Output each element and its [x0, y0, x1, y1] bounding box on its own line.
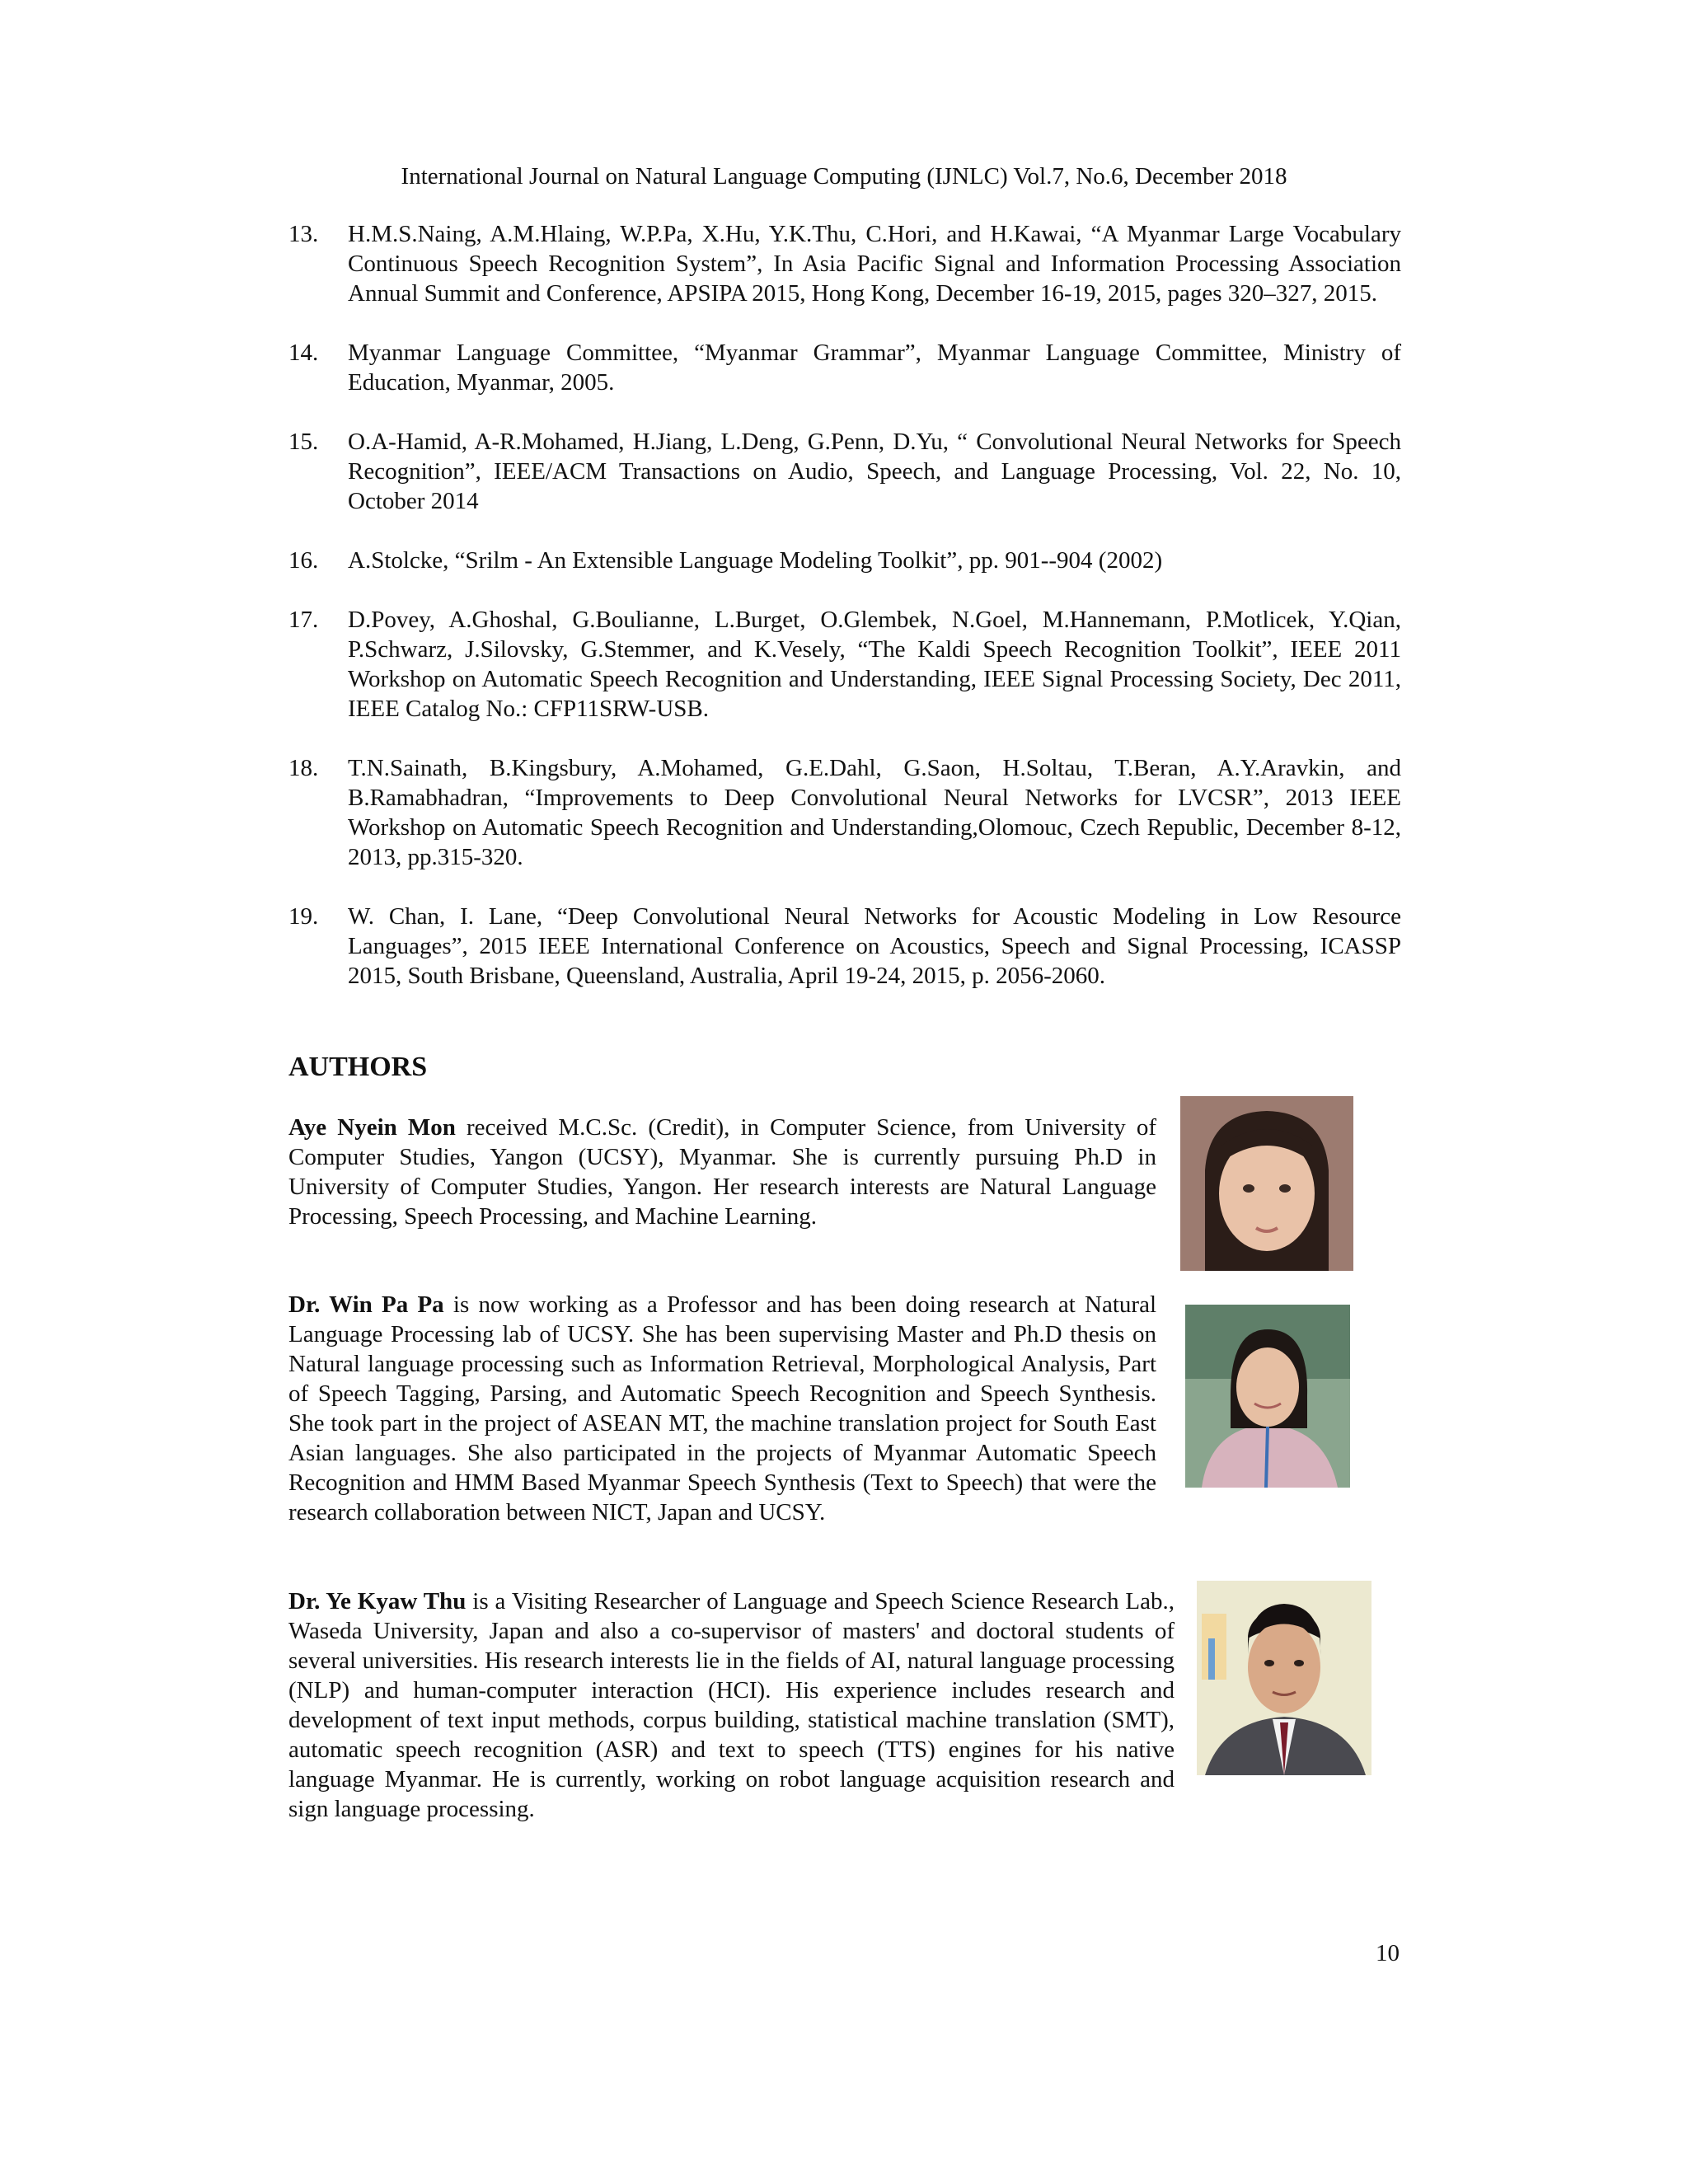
author-name: Aye Nyein Mon	[288, 1114, 456, 1141]
page-number: 10	[1376, 1940, 1400, 1966]
author-photo	[1180, 1096, 1353, 1271]
portrait-icon	[1185, 1305, 1350, 1488]
reference-number: 18.	[288, 755, 319, 781]
author-name: Dr. Ye Kyaw Thu	[288, 1588, 467, 1615]
author-bio	[288, 1586, 1175, 1824]
reference-text: A.Stolcke, “Srilm - An Extensible Language Modeling Toolkit”, pp. 901--904 (2002)	[348, 547, 1163, 574]
reference-item	[288, 219, 1401, 308]
reference-number: 14.	[288, 340, 319, 366]
running-header: International Journal on Natural Language Computing (IJNLC) Vol.7, No.6, December 2018	[401, 163, 1287, 190]
reference-text: H.M.S.Naing, A.M.Hlaing, W.P.Pa, X.Hu, Y.K.Thu, C.Hori, and H.Kawai, “A Myanmar Large Vocabulary Continuous Speech Recognition System”, In Asia Pacific Signal and Information Processing Association Annual Summit and Conference, APSIPA 2015, Hong Kong, December 16-19, 2015, pages 320–327, 2015.	[348, 221, 1401, 307]
reference-text: O.A-Hamid, A-R.Mohamed, H.Jiang, L.Deng, G.Penn, D.Yu, “ Convolutional Neural Networks for Speech Recognition”, IEEE/ACM Transactions on Audio, Speech, and Language Processing, Vol. 22, No. 10, October 2014	[348, 429, 1401, 514]
reference-number: 15.	[288, 429, 319, 455]
portrait-icon	[1197, 1581, 1372, 1775]
author-photo	[1185, 1305, 1350, 1488]
reference-number: 19.	[288, 903, 319, 930]
reference-list	[288, 219, 1401, 1020]
author-photo	[1197, 1581, 1372, 1775]
authors-heading: AUTHORS	[288, 1052, 428, 1082]
reference-item	[288, 753, 1401, 872]
author-name: Dr. Win Pa Pa	[288, 1291, 444, 1318]
author-bio-text: is now working as a Professor and has been doing research at Natural Language Processing lab of UCSY. She has been supervising Master and Ph.D thesis on Natural language processing such as Information Retrieval, Morphological Analysis, Part of Speech Tagging, Parsing, and Automatic Speech Recognition and Speech Synthesis. She took part in the project of ASEAN MT, the machine translation project for South East Asian languages. She also participated in the projects of Myanmar Automatic Speech Recognition and HMM Based Myanmar Speech Synthesis (Text to Speech) that were the research collaboration between NICT, Japan and UCSY.	[288, 1291, 1156, 1526]
reference-text: W. Chan, I. Lane, “Deep Convolutional Neural Networks for Acoustic Modeling in Low Resource Languages”, 2015 IEEE International Conference on Acoustics, Speech and Signal Processing, ICASSP 2015, South Brisbane, Queensland, Australia, April 19-24, 2015, p. 2056-2060.	[348, 903, 1401, 989]
reference-text: T.N.Sainath, B.Kingsbury, A.Mohamed, G.E.Dahl, G.Saon, H.Soltau, T.Beran, A.Y.Aravkin, and B.Ramabhadran, “Improvements to Deep Convolutional Neural Networks for LVCSR”, 2013 IEEE Workshop on Automatic Speech Recognition and Understanding,Olomouc, Czech Republic, December 8-12, 2013, pp.315-320.	[348, 755, 1401, 870]
author-bio-text: is a Visiting Researcher of Language and Speech Science Research Lab., Waseda University, Japan and also a co-supervisor of masters' and doctoral students of several universities. His research interests lie in the fields of AI, natural language processing (NLP) and human-computer interaction (HCI). His experience includes research and development of text input methods, corpus building, statistical machine translation (SMT), automatic speech recognition (ASR) and text to speech (TTS) engines for his native language Myanmar. He is currently, working on robot language acquisition research and sign language processing.	[288, 1588, 1175, 1822]
author-bio	[288, 1113, 1156, 1231]
reference-item	[288, 605, 1401, 724]
reference-number: 13.	[288, 221, 319, 247]
reference-item	[288, 338, 1401, 397]
author-bio-text: received M.C.Sc. (Credit), in Computer Science, from University of Computer Studies, Yangon (UCSY), Myanmar. She is currently pursuing Ph.D in University of Computer Studies, Yangon. Her research interests are Natural Language Processing, Speech Processing, and Machine Learning.	[288, 1114, 1156, 1230]
reference-number: 17.	[288, 607, 319, 633]
reference-item	[288, 546, 1401, 575]
reference-number: 16.	[288, 547, 319, 574]
reference-text: D.Povey, A.Ghoshal, G.Boulianne, L.Burget, O.Glembek, N.Goel, M.Hannemann, P.Motlicek, Y.Qian, P.Schwarz, J.Silovsky, G.Stemmer, and K.Vesely, “The Kaldi Speech Recognition Toolkit”, IEEE 2011 Workshop on Automatic Speech Recognition and Understanding, IEEE Signal Processing Society, Dec 2011, IEEE Catalog No.: CFP11SRW-USB.	[348, 607, 1401, 722]
reference-item	[288, 902, 1401, 991]
reference-item	[288, 427, 1401, 516]
reference-text: Myanmar Language Committee, “Myanmar Grammar”, Myanmar Language Committee, Ministry of Education, Myanmar, 2005.	[348, 340, 1401, 396]
portrait-icon	[1180, 1096, 1353, 1271]
